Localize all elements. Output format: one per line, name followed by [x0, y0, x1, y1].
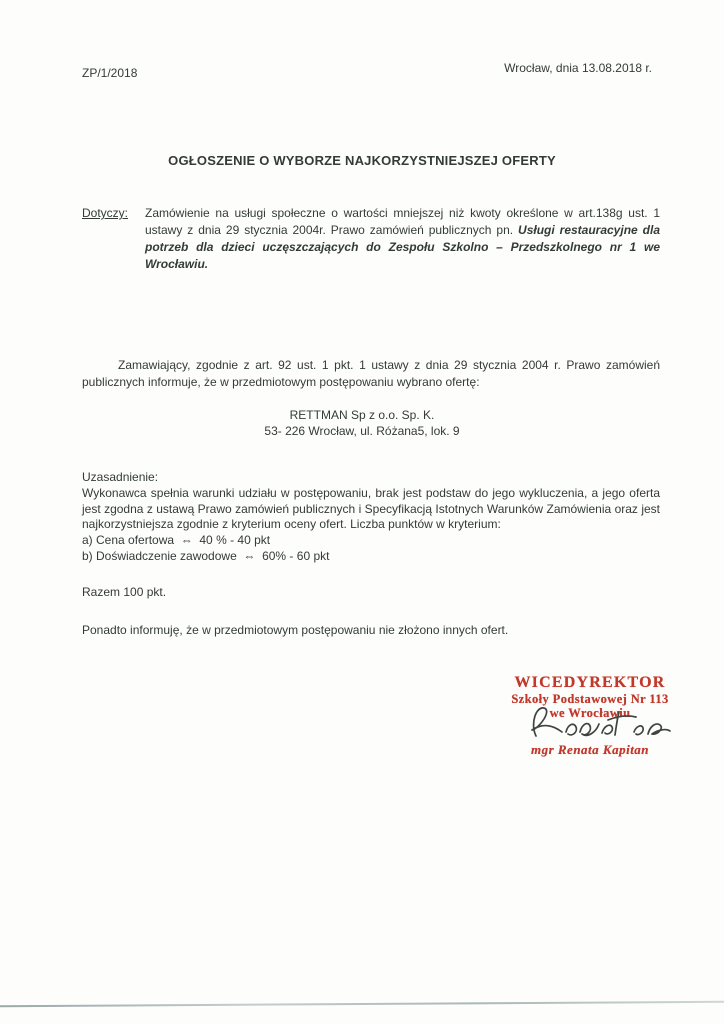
subject-label: Dotyczy: — [82, 206, 129, 220]
reference-number: ZP/1/2018 — [82, 66, 138, 80]
winner-address: 53- 226 Wrocław, ul. Różana5, lok. 9 — [264, 424, 460, 438]
stamp-city: we Wrocławiu — [549, 706, 631, 720]
scanner-edge-artifact — [0, 1001, 724, 1007]
subject-text — [145, 205, 660, 273]
place-date-line: Wrocław, dnia 13.08.2018 r. — [504, 61, 652, 75]
criterion-price: a) Cena ofertowa ⇔ 40 % - 40 pkt — [82, 533, 271, 548]
subject-block — [82, 205, 660, 273]
intro-paragraph: Zamawiający, zgodnie z art. 92 ust. 1 pkt. 1 ustawy z dnia 29 stycznia 2004 r. Prawo zamówień publicznych informuje, że w przedmiotowym postępowaniu wybrano ofertę: — [82, 358, 660, 389]
stamp-title: WICEDYREKTOR — [514, 674, 666, 691]
stamp-signatory-name: mgr Renata Kapitan — [530, 742, 650, 757]
winner-block — [0, 407, 724, 439]
subject-text-emphasis: Usługi restauracyjne dla potrzeb dla dzieci uczęszczających do Zespołu Szkolno – Przedszkolnego nr 1 we Wrocławiu. — [145, 223, 660, 271]
document-title: OGŁOSZENIE O WYBORZE NAJKORZYSTNIEJSZEJ OFERTY — [168, 153, 556, 168]
subject-text-normal: Zamówienie na usługi społeczne o wartości mniejszej niż kwoty określone w art.138g ust. 1 ustawy z dnia 29 stycznia 2004r. Prawo zamówień publicznych pn. — [145, 206, 660, 237]
winner-name: RETTMAN Sp z o.o. Sp. K. — [289, 408, 435, 422]
total-points: Razem 100 pkt. — [82, 584, 167, 599]
approval-stamp — [484, 674, 696, 757]
justification-block — [82, 470, 660, 638]
justification-paragraph: Wykonawca spełnia warunki udziału w postępowaniu, brak jest podstaw do jego wykluczenia, a jego oferta jest zgodna z ustawą Prawo zamówień publicznych i Specyfikacją Istotnych Warunków Zamówienia oraz jest najkorzystniejsza zgodnie z kryterium oceny ofert. Liczba punktów w kryterium: — [82, 485, 660, 532]
criterion-experience: b) Doświadczenie zawodowe ⇔ 60% - 60 pkt — [82, 548, 330, 563]
justification-heading: Uzasadnienie: — [82, 470, 159, 484]
signature-scrawl — [522, 698, 672, 750]
closing-paragraph: Ponadto informuję, że w przedmiotowym postępowaniu nie złożono innych ofert. — [82, 622, 509, 637]
stamp-school: Szkoły Podstawowej Nr 113 — [511, 692, 669, 706]
